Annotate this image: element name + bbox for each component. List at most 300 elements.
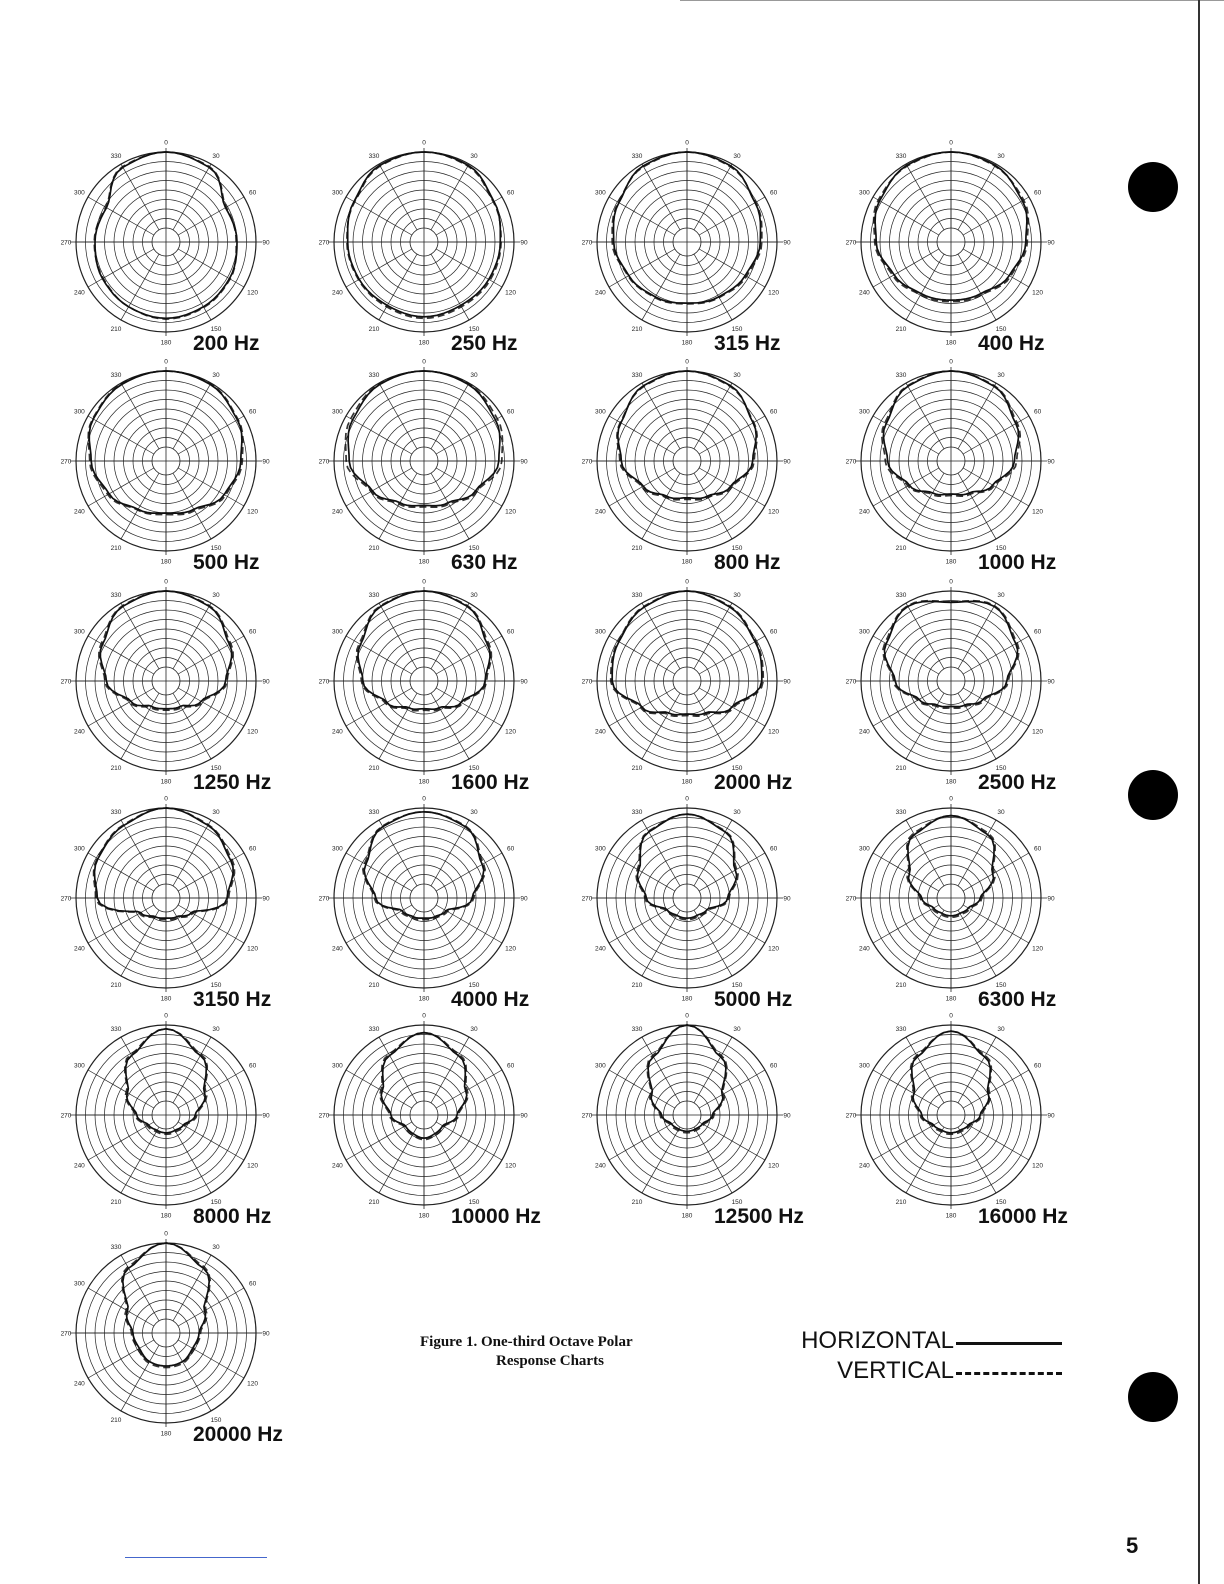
angle-label: 270	[60, 1330, 72, 1338]
grid-spoke	[431, 164, 469, 230]
grid-spoke	[873, 1070, 939, 1108]
binder-hole-middle	[1128, 770, 1178, 820]
grid-spoke	[431, 910, 469, 976]
angle-label: 240	[594, 508, 606, 516]
angle-label: 0	[164, 1230, 168, 1238]
chart-title: 1250 Hz	[193, 771, 272, 794]
legend-label-vertical: VERTICAL	[837, 1357, 954, 1384]
angle-label: 330	[110, 808, 122, 816]
angle-label: 120	[768, 289, 780, 297]
angle-label: 300	[73, 845, 85, 853]
angle-label: 150	[468, 765, 480, 773]
grid-spoke	[873, 1122, 939, 1160]
angle-label: 30	[470, 1025, 478, 1033]
legend	[760, 1327, 1090, 1387]
chart-title: 200 Hz	[193, 332, 260, 355]
angle-label: 210	[110, 982, 122, 990]
grid-spoke	[906, 603, 944, 669]
angle-label: 330	[368, 591, 380, 599]
grid-spoke	[431, 1127, 469, 1193]
angle-label: 90	[1047, 239, 1055, 247]
chart-title: 1000 Hz	[978, 551, 1057, 574]
grid-spoke	[173, 254, 211, 320]
angle-label: 90	[520, 678, 528, 686]
angle-label: 120	[247, 1162, 259, 1170]
angle-label: 120	[1032, 728, 1044, 736]
angle-label: 270	[60, 458, 72, 466]
angle-label: 90	[262, 678, 270, 686]
polar-chart-13	[61, 796, 272, 1012]
grid-spoke	[699, 1122, 765, 1160]
angle-label: 150	[468, 326, 480, 334]
angle-label: 150	[210, 982, 222, 990]
angle-label: 270	[845, 678, 857, 686]
grid-spoke	[436, 853, 502, 891]
angle-label: 60	[248, 1280, 257, 1288]
angle-label: 240	[331, 508, 343, 516]
grid-spoke	[346, 1070, 412, 1108]
angle-label: 90	[1047, 678, 1055, 686]
angle-label: 330	[895, 371, 907, 379]
grid-spoke	[346, 636, 412, 674]
angle-label: 270	[60, 239, 72, 247]
angle-label: 0	[949, 795, 953, 803]
grid-spoke	[346, 197, 412, 235]
angle-label: 240	[858, 508, 870, 516]
grid-spoke	[436, 1122, 502, 1160]
grid-spoke	[699, 905, 765, 943]
angle-label: 330	[895, 591, 907, 599]
angle-label: 330	[110, 371, 122, 379]
angle-label: 300	[858, 628, 870, 636]
grid-spoke	[346, 1122, 412, 1160]
polar-chart-21	[61, 1231, 283, 1447]
angle-label: 210	[895, 545, 907, 553]
angle-label: 30	[997, 152, 1005, 160]
grid-spoke	[699, 249, 765, 287]
angle-label: 150	[995, 545, 1007, 553]
angle-label: 240	[73, 508, 85, 516]
angle-label: 60	[506, 1062, 515, 1070]
angle-label: 300	[594, 408, 606, 416]
angle-label: 90	[262, 239, 270, 247]
figure-caption	[420, 1333, 720, 1371]
grid-spoke	[431, 820, 469, 886]
angle-label: 240	[858, 945, 870, 953]
figure-caption-line2: Response Charts	[496, 1353, 604, 1369]
angle-label: 300	[858, 408, 870, 416]
angle-label: 0	[949, 578, 953, 586]
angle-label: 60	[506, 628, 515, 636]
angle-label: 180	[681, 558, 693, 566]
angle-label: 30	[470, 591, 478, 599]
figure-caption-line1: Figure 1. One-third Octave Polar	[420, 1334, 633, 1350]
grid-spoke	[699, 1070, 765, 1108]
grid-spoke	[958, 383, 996, 449]
grid-spoke	[963, 197, 1029, 235]
grid-spoke	[694, 910, 732, 976]
angle-label: 180	[418, 1212, 430, 1220]
angle-label: 180	[160, 778, 172, 786]
grid-spoke	[178, 416, 244, 454]
angle-label: 30	[212, 1025, 220, 1033]
angle-label: 330	[895, 1025, 907, 1033]
polar-chart-19	[582, 1013, 804, 1229]
angle-label: 30	[733, 152, 741, 160]
angle-label: 150	[210, 326, 222, 334]
angle-label: 180	[418, 339, 430, 347]
grid-spoke	[642, 473, 680, 539]
angle-label: 60	[1033, 845, 1042, 853]
angle-label: 120	[247, 728, 259, 736]
chart-title: 250 Hz	[451, 332, 518, 355]
angle-label: 150	[468, 982, 480, 990]
grid-spoke	[431, 693, 469, 759]
angle-label: 150	[995, 765, 1007, 773]
binder-hole-top	[1128, 162, 1178, 212]
angle-label: 270	[845, 458, 857, 466]
grid-spoke	[173, 1127, 211, 1193]
angle-label: 240	[858, 728, 870, 736]
grid-spoke	[379, 1127, 417, 1193]
angle-label: 150	[210, 545, 222, 553]
grid-spoke	[379, 603, 417, 669]
angle-label: 270	[845, 895, 857, 903]
angle-label: 180	[418, 778, 430, 786]
grid-spoke	[609, 853, 675, 891]
angle-label: 60	[769, 845, 778, 853]
chart-title: 1600 Hz	[451, 771, 530, 794]
angle-label: 120	[247, 508, 259, 516]
chart-title: 12500 Hz	[714, 1205, 804, 1228]
angle-label: 0	[685, 795, 689, 803]
angle-label: 30	[212, 152, 220, 160]
grid-spoke	[694, 820, 732, 886]
angle-label: 180	[945, 995, 957, 1003]
angle-label: 240	[73, 1380, 85, 1388]
grid-spoke	[958, 820, 996, 886]
grid-spoke	[963, 1122, 1029, 1160]
angle-label: 150	[995, 326, 1007, 334]
legend-item-horizontal	[760, 1327, 1090, 1357]
angle-label: 90	[520, 239, 528, 247]
grid-spoke	[694, 164, 732, 230]
angle-label: 0	[422, 795, 426, 803]
grid-spoke	[379, 820, 417, 886]
chart-title: 20000 Hz	[193, 1423, 283, 1446]
angle-label: 60	[1033, 408, 1042, 416]
angle-label: 210	[368, 765, 380, 773]
angle-label: 180	[160, 995, 172, 1003]
grid-spoke	[958, 1127, 996, 1193]
angle-label: 180	[681, 778, 693, 786]
angle-label: 120	[505, 945, 517, 953]
angle-label: 180	[418, 558, 430, 566]
angle-label: 60	[506, 845, 515, 853]
angle-label: 330	[895, 808, 907, 816]
angle-label: 60	[248, 189, 257, 197]
grid-spoke	[958, 910, 996, 976]
grid-spoke	[694, 254, 732, 320]
grid-spoke	[642, 603, 680, 669]
grid-spoke	[173, 383, 211, 449]
angle-label: 150	[210, 765, 222, 773]
angle-label: 150	[468, 1199, 480, 1207]
angle-label: 300	[331, 628, 343, 636]
grid-spoke	[642, 693, 680, 759]
grid-spoke	[88, 636, 154, 674]
angle-label: 60	[1033, 189, 1042, 197]
angle-label: 240	[331, 1162, 343, 1170]
polar-chart-18	[319, 1013, 541, 1229]
chart-title: 16000 Hz	[978, 1205, 1068, 1228]
angle-label: 300	[73, 1280, 85, 1288]
angle-label: 270	[845, 239, 857, 247]
angle-label: 330	[631, 152, 643, 160]
legend-label-horizontal: HORIZONTAL	[801, 1327, 954, 1354]
grid-spoke	[642, 910, 680, 976]
angle-label: 120	[505, 508, 517, 516]
grid-spoke	[346, 416, 412, 454]
angle-label: 120	[505, 1162, 517, 1170]
polar-chart-9	[61, 579, 272, 795]
grid-spoke	[88, 468, 154, 506]
grid-spoke	[609, 249, 675, 287]
angle-label: 240	[331, 945, 343, 953]
angle-label: 330	[631, 591, 643, 599]
angle-label: 270	[318, 895, 330, 903]
angle-label: 300	[73, 1062, 85, 1070]
angle-label: 30	[212, 371, 220, 379]
angle-label: 210	[110, 765, 122, 773]
angle-label: 30	[212, 808, 220, 816]
angle-label: 240	[858, 1162, 870, 1170]
grid-spoke	[88, 1070, 154, 1108]
angle-label: 0	[949, 139, 953, 147]
legend-swatch-dashed	[956, 1372, 1062, 1375]
angle-label: 60	[769, 628, 778, 636]
angle-label: 300	[331, 408, 343, 416]
angle-label: 300	[73, 628, 85, 636]
grid-spoke	[694, 1127, 732, 1193]
angle-label: 300	[594, 845, 606, 853]
grid-spoke	[436, 416, 502, 454]
angle-label: 150	[468, 545, 480, 553]
angle-label: 0	[422, 578, 426, 586]
angle-label: 60	[248, 1062, 257, 1070]
grid-spoke	[379, 1037, 417, 1103]
angle-label: 240	[331, 289, 343, 297]
polar-chart-11	[582, 579, 793, 795]
angle-label: 0	[685, 358, 689, 366]
angle-label: 60	[248, 628, 257, 636]
angle-label: 270	[581, 458, 593, 466]
grid-spoke	[173, 910, 211, 976]
angle-label: 0	[949, 358, 953, 366]
grid-spoke	[431, 603, 469, 669]
angle-label: 0	[422, 358, 426, 366]
angle-label: 120	[247, 289, 259, 297]
angle-label: 270	[581, 239, 593, 247]
angle-label: 270	[318, 678, 330, 686]
angle-label: 90	[520, 458, 528, 466]
angle-label: 150	[210, 1417, 222, 1425]
angle-label: 150	[995, 1199, 1007, 1207]
angle-label: 270	[581, 678, 593, 686]
angle-label: 30	[212, 1243, 220, 1251]
angle-label: 0	[164, 795, 168, 803]
angle-label: 180	[945, 339, 957, 347]
angle-label: 240	[73, 945, 85, 953]
grid-spoke	[699, 468, 765, 506]
angle-label: 270	[60, 678, 72, 686]
angle-label: 330	[110, 591, 122, 599]
grid-spoke	[642, 383, 680, 449]
grid-spoke	[121, 910, 159, 976]
grid-spoke	[873, 905, 939, 943]
grid-spoke	[906, 1127, 944, 1193]
angle-label: 90	[1047, 895, 1055, 903]
polar-chart-12	[846, 579, 1057, 795]
angle-label: 0	[422, 139, 426, 147]
grid-spoke	[178, 1288, 244, 1326]
angle-label: 150	[731, 982, 743, 990]
angle-label: 180	[418, 995, 430, 1003]
angle-label: 90	[262, 895, 270, 903]
angle-label: 180	[160, 558, 172, 566]
binder-hole-bottom	[1128, 1372, 1178, 1422]
grid-spoke	[379, 383, 417, 449]
angle-label: 90	[262, 458, 270, 466]
grid-spoke	[121, 603, 159, 669]
angle-label: 30	[997, 591, 1005, 599]
angle-label: 300	[858, 189, 870, 197]
angle-label: 120	[768, 508, 780, 516]
chart-title: 4000 Hz	[451, 988, 530, 1011]
polar-chart-5	[61, 359, 270, 575]
polar-chart-15	[582, 796, 793, 1012]
grid-spoke	[173, 820, 211, 886]
angle-label: 30	[733, 1025, 741, 1033]
angle-label: 300	[331, 845, 343, 853]
grid-spoke	[121, 693, 159, 759]
grid-spoke	[958, 164, 996, 230]
grid-spoke	[121, 1345, 159, 1411]
angle-label: 90	[262, 1112, 270, 1120]
grid-spoke	[346, 468, 412, 506]
angle-label: 120	[247, 1380, 259, 1388]
grid-spoke	[436, 468, 502, 506]
angle-label: 240	[594, 728, 606, 736]
angle-label: 120	[1032, 289, 1044, 297]
angle-label: 180	[681, 1212, 693, 1220]
angle-label: 180	[160, 339, 172, 347]
grid-spoke	[906, 473, 944, 539]
grid-spoke	[178, 468, 244, 506]
angle-label: 180	[945, 778, 957, 786]
grid-spoke	[173, 693, 211, 759]
angle-label: 90	[520, 1112, 528, 1120]
grid-spoke	[642, 1127, 680, 1193]
grid-spoke	[173, 1345, 211, 1411]
angle-label: 150	[210, 1199, 222, 1207]
angle-label: 330	[110, 1025, 122, 1033]
angle-label: 90	[783, 458, 791, 466]
angle-label: 90	[783, 895, 791, 903]
angle-label: 210	[631, 765, 643, 773]
angle-label: 30	[470, 808, 478, 816]
grid-spoke	[431, 1037, 469, 1103]
angle-label: 240	[73, 728, 85, 736]
angle-label: 300	[858, 1062, 870, 1070]
polar-chart-16	[846, 796, 1057, 1012]
chart-title: 630 Hz	[451, 551, 518, 574]
angle-label: 270	[60, 895, 72, 903]
angle-label: 270	[845, 1112, 857, 1120]
grid-spoke	[873, 249, 939, 287]
chart-title: 315 Hz	[714, 332, 781, 355]
angle-label: 0	[164, 358, 168, 366]
grid-spoke	[431, 383, 469, 449]
polar-chart-14	[319, 796, 530, 1012]
polar-chart-1	[61, 140, 270, 356]
grid-spoke	[436, 1070, 502, 1108]
angle-label: 0	[164, 139, 168, 147]
angle-label: 210	[895, 1199, 907, 1207]
angle-label: 180	[160, 1430, 172, 1438]
angle-label: 240	[73, 289, 85, 297]
angle-label: 210	[895, 982, 907, 990]
angle-label: 0	[685, 578, 689, 586]
grid-spoke	[906, 254, 944, 320]
angle-label: 0	[685, 1012, 689, 1020]
angle-label: 90	[520, 895, 528, 903]
chart-title: 500 Hz	[193, 551, 260, 574]
polar-chart-4	[846, 140, 1055, 356]
angle-label: 0	[949, 1012, 953, 1020]
angle-label: 210	[631, 1199, 643, 1207]
angle-label: 120	[505, 728, 517, 736]
angle-label: 120	[1032, 508, 1044, 516]
grid-spoke	[121, 164, 159, 230]
grid-spoke	[958, 603, 996, 669]
polar-chart-6	[319, 359, 528, 575]
angle-label: 270	[581, 895, 593, 903]
angle-label: 300	[594, 628, 606, 636]
angle-label: 60	[248, 408, 257, 416]
angle-label: 60	[769, 189, 778, 197]
angle-label: 0	[164, 1012, 168, 1020]
angle-label: 0	[685, 139, 689, 147]
angle-label: 330	[368, 808, 380, 816]
angle-label: 30	[470, 152, 478, 160]
angle-label: 330	[368, 371, 380, 379]
angle-label: 150	[731, 326, 743, 334]
angle-label: 210	[631, 545, 643, 553]
angle-label: 210	[368, 982, 380, 990]
angle-label: 330	[631, 1025, 643, 1033]
angle-label: 300	[73, 408, 85, 416]
grid-spoke	[173, 164, 211, 230]
grid-spoke	[642, 254, 680, 320]
angle-label: 240	[858, 289, 870, 297]
polar-chart-20	[846, 1013, 1068, 1229]
angle-label: 60	[1033, 1062, 1042, 1070]
angle-label: 300	[858, 845, 870, 853]
angle-label: 240	[594, 289, 606, 297]
angle-label: 210	[631, 982, 643, 990]
grid-spoke	[958, 254, 996, 320]
